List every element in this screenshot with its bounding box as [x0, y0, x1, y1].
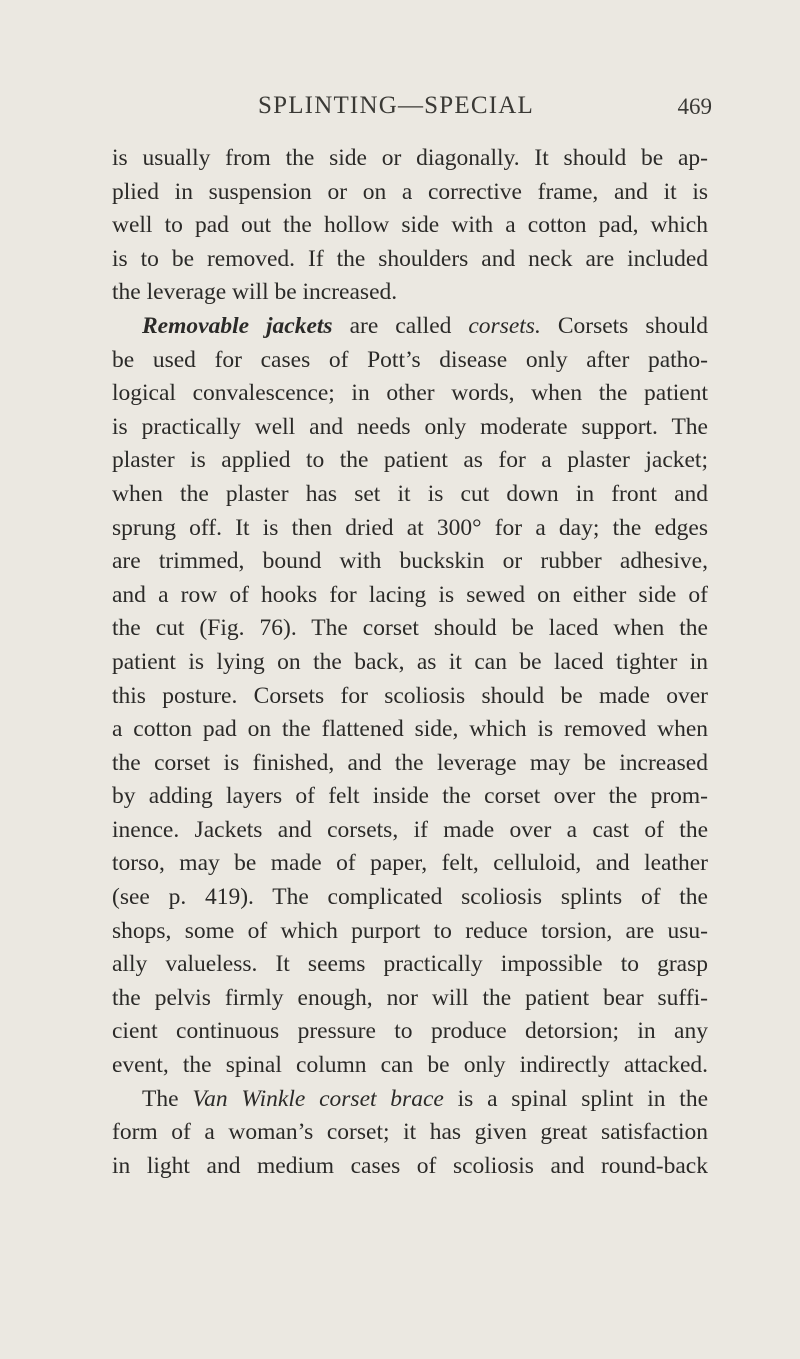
text-line: is practically well and needs only moderate support. The [112, 413, 708, 440]
text-fragment: Corsets should [540, 312, 708, 339]
text-line-removable-jackets [112, 310, 708, 344]
text-fragment: is a spinal splint in the [443, 1085, 708, 1112]
text-line: torso, may be made of paper, felt, celluloid, and leather [112, 850, 708, 877]
text-line: and a row of hooks for lacing is sewed on either side of [112, 581, 708, 608]
text-line: plied in suspension or on a corrective frame, and it is [112, 178, 708, 205]
text-line: are trimmed, bound with buckskin or rubber adhesive, [112, 548, 708, 575]
text-line: logical convalescence; in other words, when the patient [112, 380, 708, 407]
text-line: cient continuous pressure to produce detorsion; in any [112, 1018, 708, 1045]
text-line: when the plaster has set it is cut down in front and [112, 480, 708, 507]
text-line: well to pad out the hollow side with a cotton pad, which [112, 212, 708, 239]
text-line: is to be removed. If the shoulders and neck are included [112, 245, 708, 272]
text-line: this posture. Corsets for scoliosis should be made over [112, 682, 708, 709]
text-line: form of a woman’s corset; it has given great satisfaction [112, 1119, 708, 1146]
text-line: event, the spinal column can be only indirectly attacked. [112, 1052, 708, 1079]
text-line: plaster is applied to the patient as for a plaster jacket; [112, 447, 708, 474]
text-fragment: The [142, 1085, 193, 1112]
text-line: the corset is finished, and the leverage may be increased [112, 749, 708, 776]
text-line: is usually from the side or diagonally. It should be ap- [112, 145, 708, 171]
text-line: the pelvis firmly enough, nor will the patient bear suffi- [112, 984, 708, 1011]
text-line: the leverage will be increased. [112, 279, 398, 306]
term-corsets: corsets. [468, 312, 541, 339]
text-line: ally valueless. It seems practically impossible to grasp [112, 951, 708, 978]
term-van-winkle-corset-brace: Van Winkle corset brace [192, 1085, 444, 1112]
text-line: in light and medium cases of scoliosis and round-back [112, 1152, 708, 1179]
text-line: patient is lying on the back, as it can be laced tighter in [112, 648, 708, 675]
term-removable-jackets: Removable jackets [142, 312, 333, 339]
page-number: 469 [677, 94, 712, 119]
text-line: shops, some of which purport to reduce torsion, are usu- [112, 917, 708, 944]
page-header [0, 92, 800, 132]
text-line: by adding layers of felt inside the corset over the prom- [112, 783, 708, 810]
text-fragment: are called [332, 312, 469, 339]
text-line: be used for cases of Pott’s disease only after patho- [112, 346, 708, 373]
body-text [112, 142, 708, 1183]
text-line: (see p. 419). The complicated scoliosis splints of the [112, 884, 708, 911]
text-line-van-winkle [112, 1083, 708, 1117]
text-line: a cotton pad on the flattened side, which is removed when [112, 716, 708, 743]
text-line: sprung off. It is then dried at 300° for a day; the edges [112, 514, 708, 541]
text-line: the cut (Fig. 76). The corset should be laced when the [112, 615, 708, 642]
running-head: SPLINTING—SPECIAL [258, 92, 534, 119]
text-line: inence. Jackets and corsets, if made over a cast of the [112, 816, 708, 843]
